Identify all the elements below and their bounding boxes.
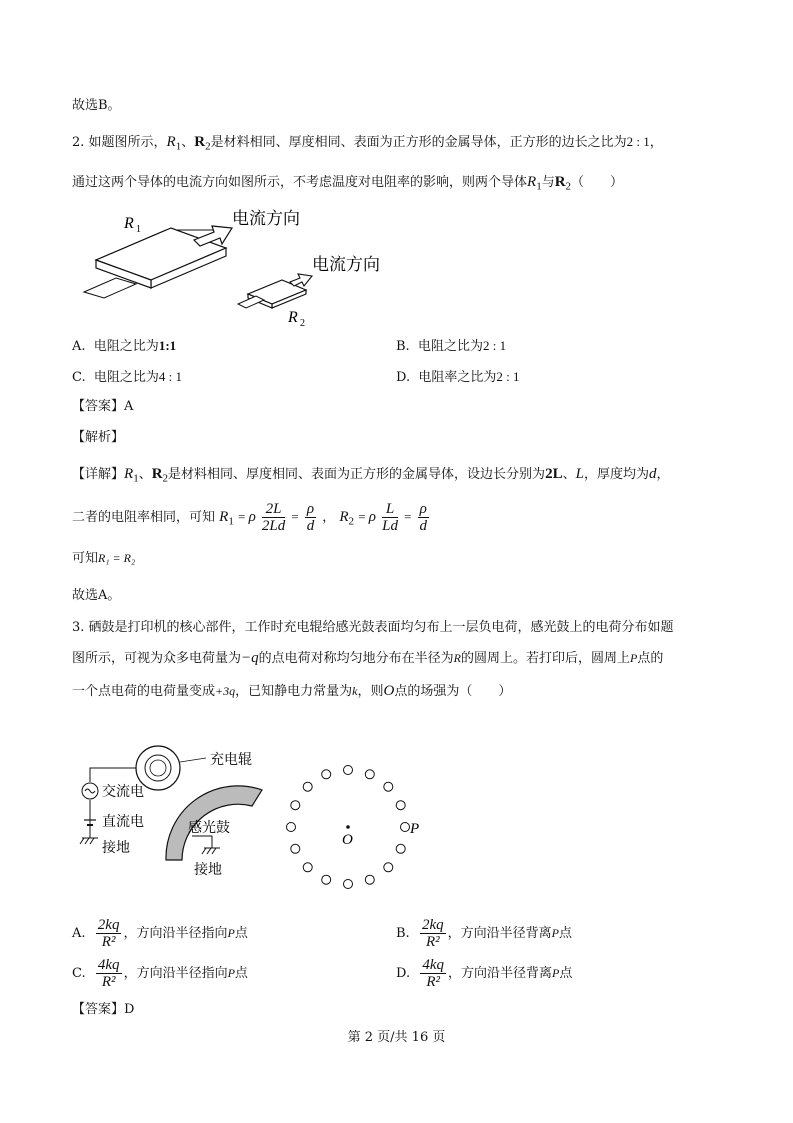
center-label-o: O — [342, 832, 353, 848]
point-charge — [344, 766, 353, 775]
point-charge — [291, 801, 300, 810]
q2-analysis-heading: 【解析】 — [72, 430, 125, 445]
point-charge — [384, 782, 393, 791]
q3-drum-figure — [76, 740, 286, 890]
q2-option-c[interactable]: C. 电阻之比为4 : 1 — [72, 369, 183, 385]
r2-sub: 2 — [300, 318, 305, 329]
q2-answer: 【答案】A — [72, 399, 134, 414]
q3-statement-line2: 图所示，可视为众多电荷量为−q的点电荷对称均匀地分布在半径为R的圆周上。若打印后，圆周上P点的 — [72, 650, 664, 666]
q2-detail-line1: 【详解】$R_1$、$R_2$是材料相同、厚度相同、表面为正方形的金属导体，设边长分别为2L、L，厚度均为d， — [72, 466, 670, 485]
dc-label: 直流电 — [102, 814, 144, 830]
q2-conclusion: 可知R₁ = R₂ — [72, 551, 136, 566]
point-charge — [344, 880, 353, 889]
q2-choose: 故选A。 — [72, 588, 121, 603]
r1-sub: 1 — [136, 224, 141, 235]
point-charge — [365, 875, 374, 884]
point-charge — [396, 801, 405, 810]
page-footer: 第 2 页/共 16 页 — [347, 1030, 446, 1045]
conductor-r1 — [84, 220, 232, 298]
ground-label-1: 接地 — [102, 840, 130, 856]
point-charge — [322, 770, 331, 779]
q3-option-a[interactable]: A. $\frac{2kq}{\text{R²}}$ ，方向沿半径指向P点 — [72, 917, 248, 950]
center-point-o — [346, 825, 350, 829]
q2-option-d[interactable]: D. 电阻率之比为2 : 1 — [396, 369, 520, 385]
roller-label: 充电辊 — [210, 752, 252, 768]
q2-statement-line2: 通过这两个导体的电流方向如图所示，不考虑温度对电阻率的影响，则两个导体$R_1$与$R_2$（ ） — [72, 174, 624, 193]
current-direction-label-1: 电流方向 — [232, 209, 300, 229]
q3-option-c[interactable]: C. $\frac{4kq}{\text{R²}}$ ，方向沿半径指向P点 — [72, 957, 248, 990]
point-charge — [365, 770, 374, 779]
q2-conductor-figure — [76, 200, 416, 330]
drum-label: 感光鼓 — [188, 820, 230, 836]
q2-statement-line1: 2. 如题图所示，$R_1$、$R_2$是材料相同、厚度相同、表面为正方形的金属导体，正方形的边长之比为2 : 1， — [72, 134, 663, 153]
point-label-p: P — [410, 821, 420, 837]
q3-option-d[interactable]: D. $\frac{4kq}{\text{R²}}$ ，方向沿半径背离P点 — [396, 957, 573, 990]
conductor-r2 — [238, 274, 312, 308]
point-charge — [396, 844, 405, 853]
point-charge — [287, 823, 296, 832]
current-direction-label-2: 电流方向 — [312, 255, 380, 275]
point-charge — [322, 875, 331, 884]
point-charge — [303, 782, 312, 791]
q3-option-b[interactable]: B. $\frac{2kq}{\text{R²}}$ ，方向沿半径背离P点 — [396, 917, 572, 950]
point-charge-p — [401, 823, 410, 832]
r1-label: R — [124, 215, 134, 232]
ac-label: 交流电 — [102, 784, 144, 800]
prev-conclusion: 故选B。 — [72, 98, 121, 113]
ground-label-2: 接地 — [194, 862, 222, 878]
q3-statement-line3: 一个点电荷的电荷量变成+3q，已知静电力常量为k，则O点的场强为（ ） — [72, 683, 512, 699]
q2-detail-equation: 二者的电阻率相同，可知 $R_1 = \rho$ $\frac{2L}{2Ld}$ = $\frac{\rho}{d}$ ， $R_2 = \rho$ $\frac{L}{Ld}$ = $\frac{\rho}{d}$ — [72, 501, 427, 534]
point-charge — [291, 844, 300, 853]
q3-charge-ring-figure — [282, 756, 432, 896]
q2-option-a[interactable]: A. 电阻之比为1:1 — [72, 338, 177, 354]
q2-option-b[interactable]: B. 电阻之比为2 : 1 — [396, 338, 507, 354]
point-charge — [384, 863, 393, 872]
q3-answer: 【答案】D — [72, 1002, 135, 1017]
point-charge — [303, 863, 312, 872]
q3-statement-line1: 3. 硒鼓是打印机的核心部件，工作时充电辊给感光鼓表面均匀布上一层负电荷，感光鼓上的电荷分布如题 — [72, 620, 674, 635]
r2-label: R — [288, 309, 298, 326]
